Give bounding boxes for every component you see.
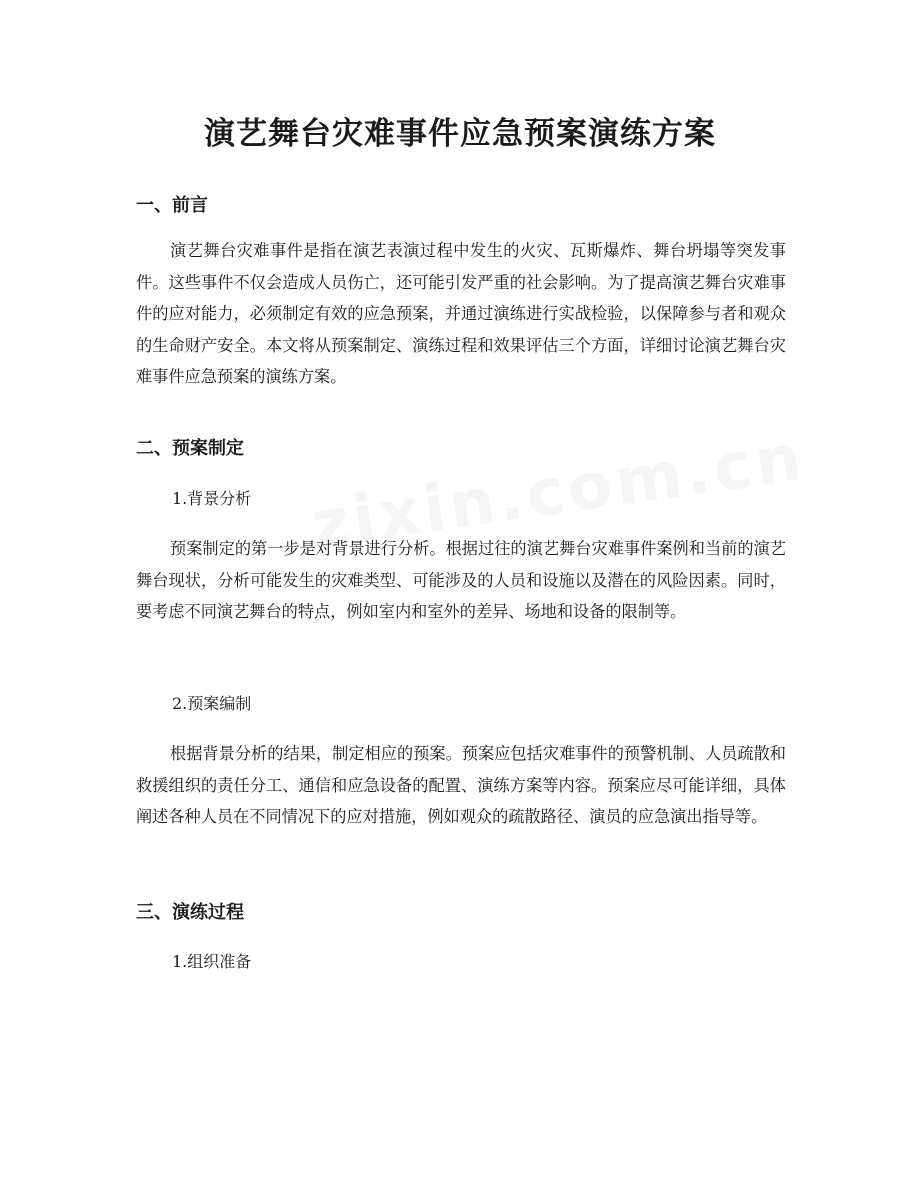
subheading-plan-compilation: 2.预案编制 [172, 694, 252, 713]
section-heading-plan: 二、预案制定 [136, 438, 244, 459]
document-title: 演艺舞台灾难事件应急预案演练方案 [204, 116, 716, 152]
subheading-background-analysis: 1.背景分析 [172, 489, 252, 508]
section-heading-preface: 一、前言 [136, 195, 208, 216]
paragraph-background-analysis: 预案制定的第一步是对背景进行分析。根据过往的演艺舞台灾难事件案例和当前的演艺舞台现状，分析可能发生的灾难类型、可能涉及的人员和设施以及潜在的风险因素。同时，要考虑不同演艺舞台的特点，例如室内和室外的差异、场地和设备的限制等。 [136, 539, 786, 622]
subheading-organization-preparation: 1.组织准备 [172, 952, 252, 971]
paragraph-preface: 演艺舞台灾难事件是指在演艺表演过程中发生的火灾、瓦斯爆炸、舞台坍塌等突发事件。这些事件不仅会造成人员伤亡，还可能引发严重的社会影响。为了提高演艺舞台灾难事件的应对能力，必须制定有效的应急预案，并通过演练进行实战检验，以保障参与者和观众的生命财产安全。本文将从预案制定、演练过程和效果评估三个方面，详细讨论演艺舞台灾难事件应急预案的演练方案。 [136, 241, 786, 387]
paragraph-plan-compilation: 根据背景分析的结果，制定相应的预案。预案应包括灾难事件的预警机制、人员疏散和救援组织的责任分工、通信和应急设备的配置、演练方案等内容。预案应尽可能详细，具体阐述各种人员在不同情况下的应对措施，例如观众的疏散路径、演员的应急演出指导等。 [136, 744, 786, 827]
section-heading-drill-process: 三、演练过程 [136, 902, 244, 923]
